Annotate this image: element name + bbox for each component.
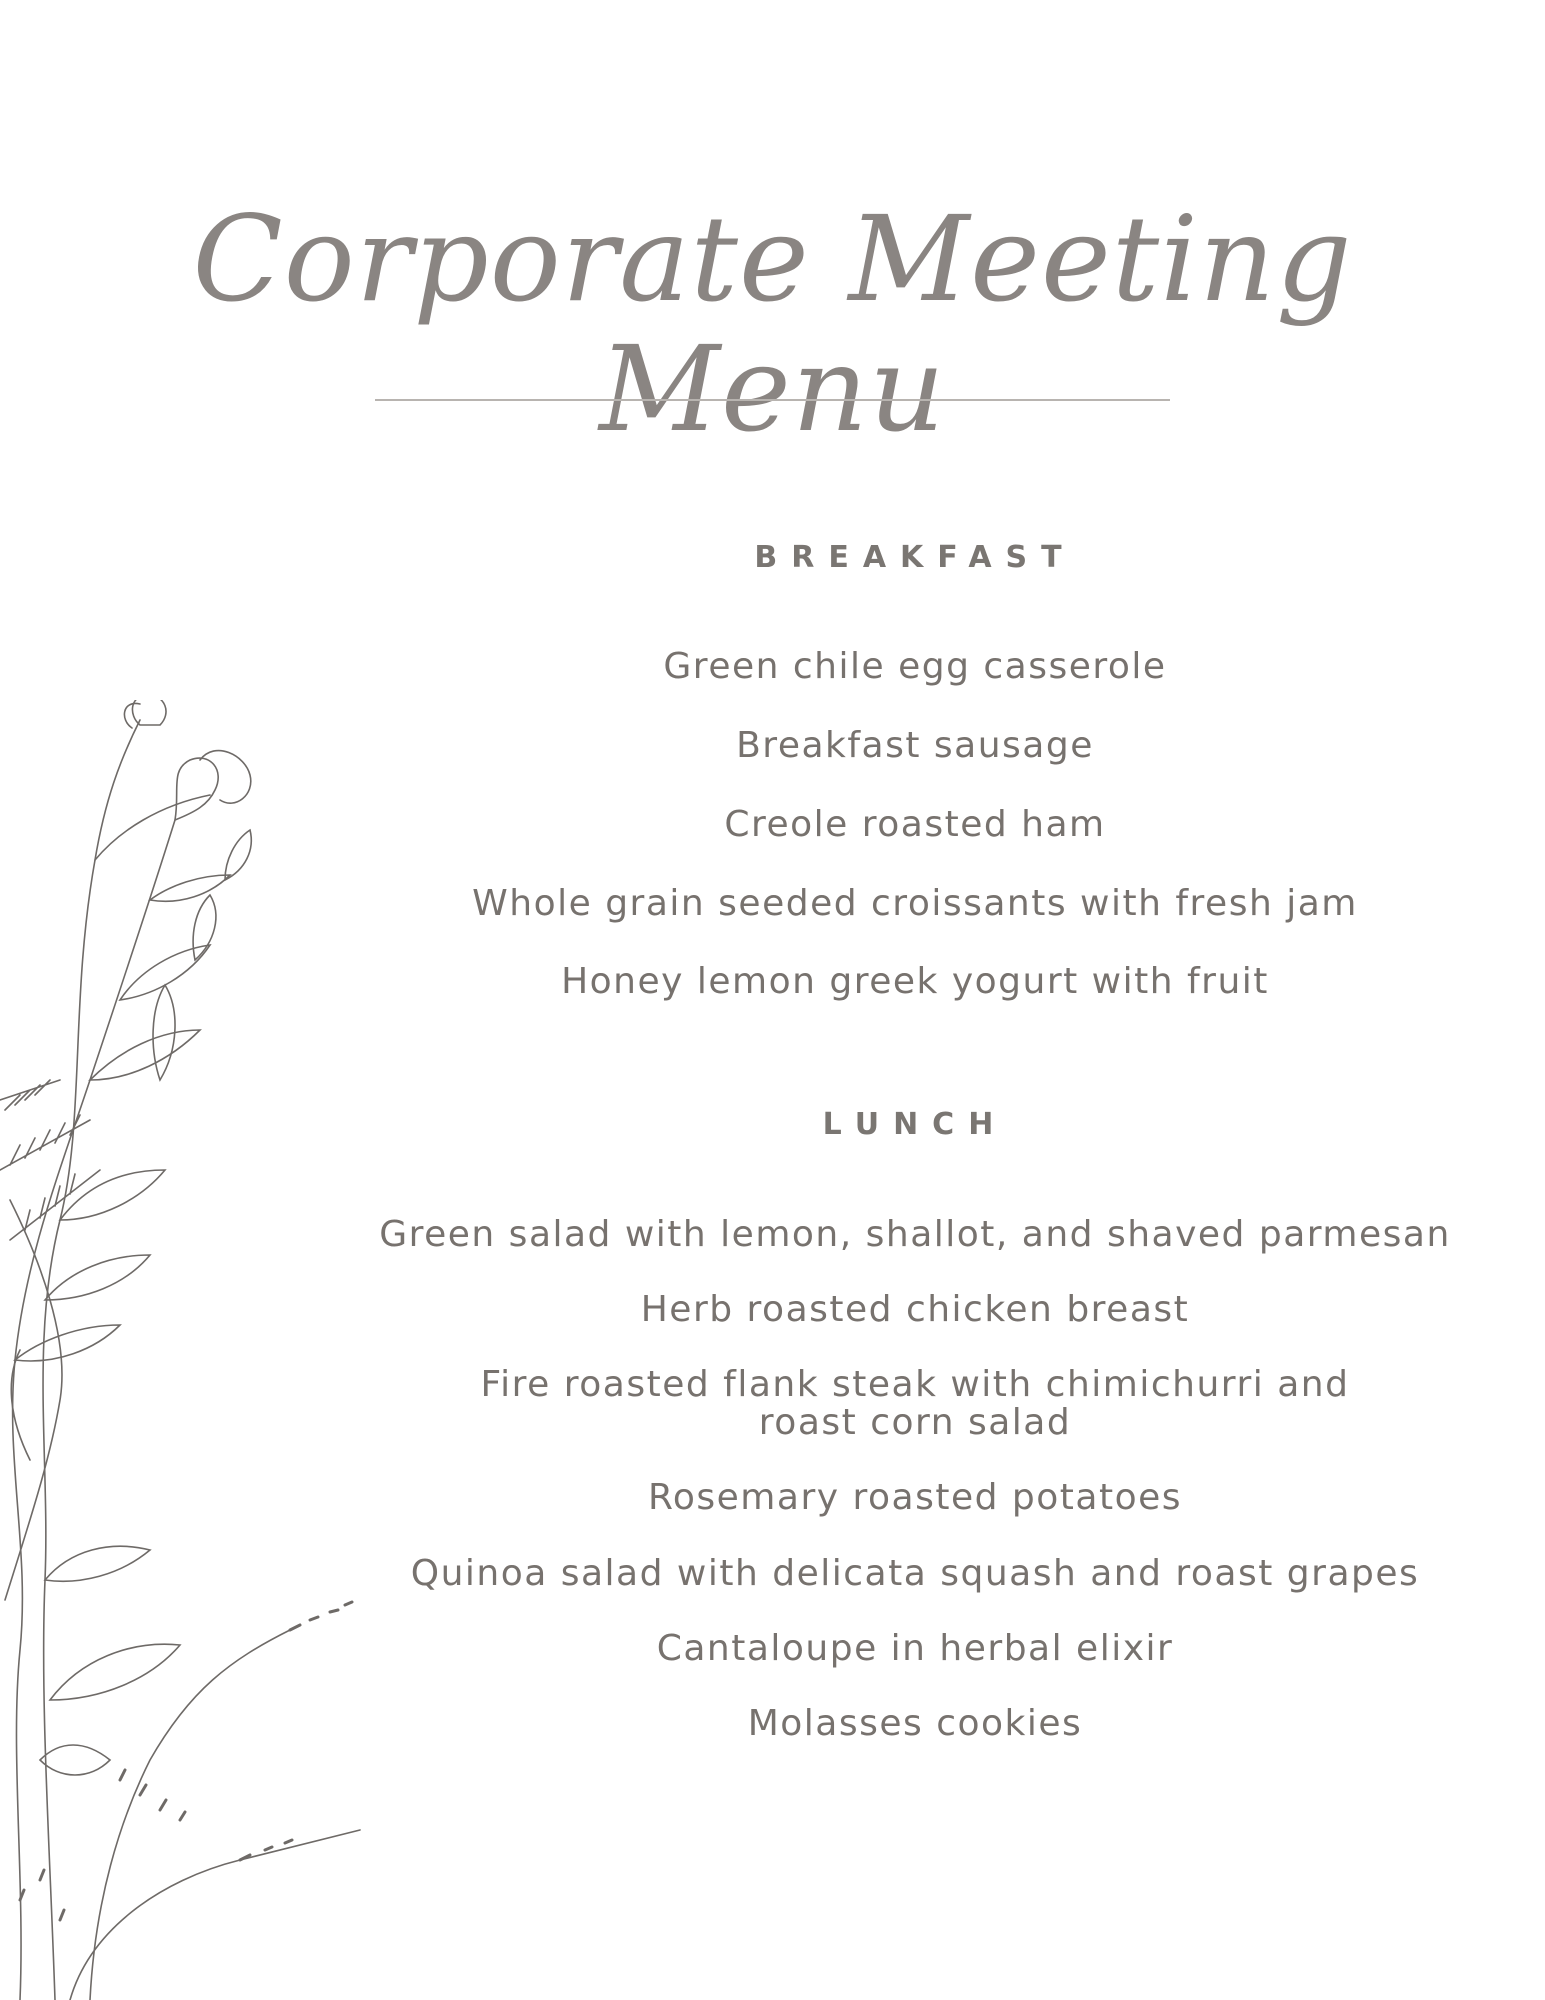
- menu-item: Fire roasted flank steak with chimichurri and roast corn salad: [480, 1364, 1350, 1443]
- menu-item: Green chile egg casserole: [663, 646, 1167, 687]
- menu-item: Breakfast sausage: [736, 725, 1094, 766]
- wildflower-sketch-icon: [0, 700, 380, 2000]
- menu-title: Corporate Meeting Menu: [192, 190, 1353, 458]
- menu-content: [370, 0, 1460, 2000]
- menu-item: Whole grain seeded croissants with fresh jam: [472, 883, 1358, 924]
- menu-item: Honey lemon greek yogurt with fruit: [561, 961, 1269, 1002]
- menu-item: Quinoa salad with delicata squash and roast grapes: [410, 1553, 1420, 1594]
- menu-item: Creole roasted ham: [724, 804, 1106, 845]
- menu-item: Molasses cookies: [747, 1703, 1083, 1744]
- menu-item: Green salad with lemon, shallot, and shaved parmesan: [379, 1214, 1451, 1255]
- breakfast-heading: BREAKFAST: [754, 540, 1076, 575]
- lunch-heading: LUNCH: [822, 1107, 1008, 1142]
- menu-item: Rosemary roasted potatoes: [647, 1477, 1182, 1518]
- menu-item: Cantaloupe in herbal elixir: [656, 1628, 1174, 1669]
- menu-item: Herb roasted chicken breast: [640, 1289, 1190, 1330]
